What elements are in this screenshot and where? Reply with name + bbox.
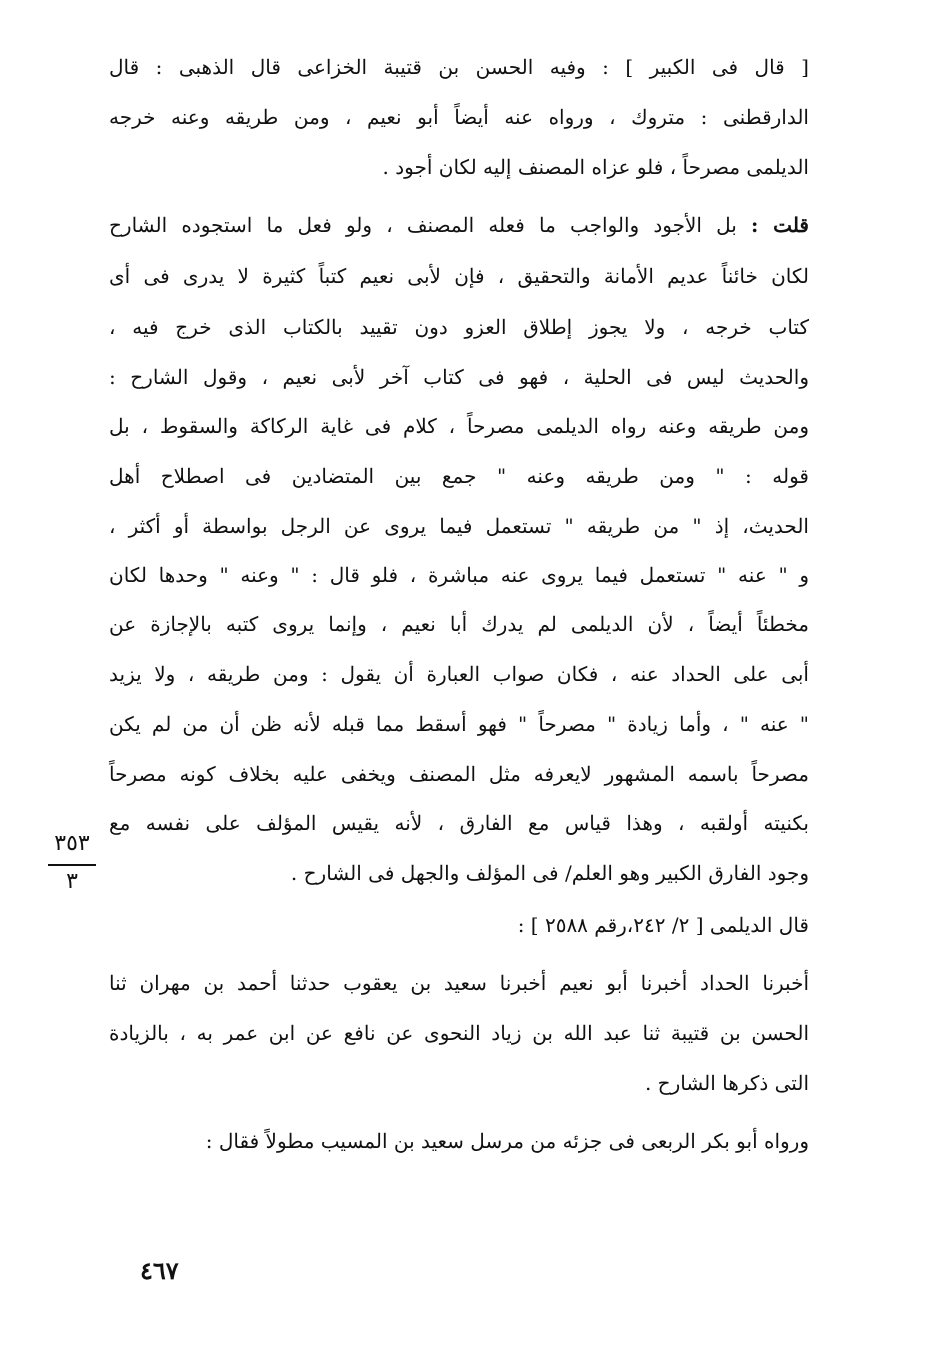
paragraph2-line6: قوله : " ومن طريقه وعنه " جمع بين المتضادين فى اصطلاح أهل [109,464,809,488]
paragraph2-line1-text: بل الأجود والواجب ما فعله المصنف ، ولو فعل ما استجوده الشارح [109,213,737,237]
paragraph2-line10: أبى على الحداد عنه ، فكان صواب العبارة أن يقول : ومن طريقه ، ولا يزيد [109,662,809,686]
paragraph2-line14: وجود الفارق الكبير وهو العلم/ فى المؤلف والجهل فى الشارح . [290,861,809,885]
margin-note-top: ٣٥٣ [54,831,90,856]
paragraph2-line11: " عنه " ، وأما زيادة " مصرحاً " فهو أسقط مما قبله لأنه ظن أن من لم يكن [109,712,809,736]
margin-note-divider [48,864,96,866]
paragraph2-line8: و " عنه " تستعمل فيما يروى عنه مباشرة ، فلو قال : " وعنه " وحدها لكان [109,563,809,587]
paragraph2-line12: مصرحاً باسمه المشهور لايعرفه مثل المصنف ويخفى عليه بخلاف كونه مصرحاً [109,762,809,786]
paragraph1-line3: الديلمى مصرحاً ، فلو عزاه المصنف إليه لكان أجود . [382,155,809,179]
paragraph2-line13: بكنيته أولقبه ، وهذا قياس مع الفارق ، لأنه يقيس المؤلف على نفسه مع [109,811,809,835]
paragraph3-line1: أخبرنا الحداد أخبرنا أبو نعيم أخبرنا سعيد بن يعقوب حدثنا أحمد بن مهران ثنا [109,971,809,995]
margin-note-bottom: ٣ [66,869,78,894]
paragraph2-line7: الحديث، إذ " من طريقه " تستعمل فيما يروى عن الرجل بواسطة أو أكثر ، [109,514,809,538]
margin-folio-note [44,830,100,896]
paragraph1-line1: [ قال فى الكبير ] : وفيه الحسن بن قتيبة الخزاعى قال الذهبى : قال [109,55,809,79]
paragraph3-line3: التى ذكرها الشارح . [644,1071,809,1095]
paragraph2-line3: كتاب خرجه ، ولا يجوز إطلاق العزو دون تقييد بالكتاب الذى خرج فيه ، [109,315,809,339]
paragraph2-line1 [109,210,809,240]
paragraph1-line2: الدارقطنى : متروك ، ورواه عنه أيضاً أبو نعيم ، ومن طريقه وعنه خرجه [109,105,809,129]
paragraph2-line5: ومن طريقه وعنه رواه الديلمى مصرحاً ، كلام فى غاية الركاكة والسقوط ، بل [109,414,810,438]
qultu-label: قلت : [751,213,809,237]
page-number: ٤٦٧ [140,1256,179,1285]
paragraph2-line9: مخطئاً أيضاً ، لأن الديلمى لم يدرك أبا نعيم ، وإنما يروى كتبه بالإجازة عن [109,612,809,636]
paragraph2-line4: والحديث ليس فى الحلية ، فهو فى كتاب آخر لأبى نعيم ، وقول الشارح : [109,365,809,389]
paragraph2-line2: لكان خائناً عديم الأمانة والتحقيق ، فإن لأبى نعيم كتباً كثيرة لا يدرى فى أى [109,264,809,288]
paragraph3-line2: الحسن بن قتيبة ثنا عبد الله بن زياد النحوى عن نافع عن ابن عمر به ، بالزيادة [109,1021,809,1045]
citation-heading: قال الديلمى [ ٢/ ٢٤٢،رقم ٢٥٨٨ ] : [517,913,809,937]
paragraph4-line1: ورواه أبو بكر الربعى فى جزئه من مرسل سعيد بن المسيب مطولاً فقال : [205,1129,809,1153]
